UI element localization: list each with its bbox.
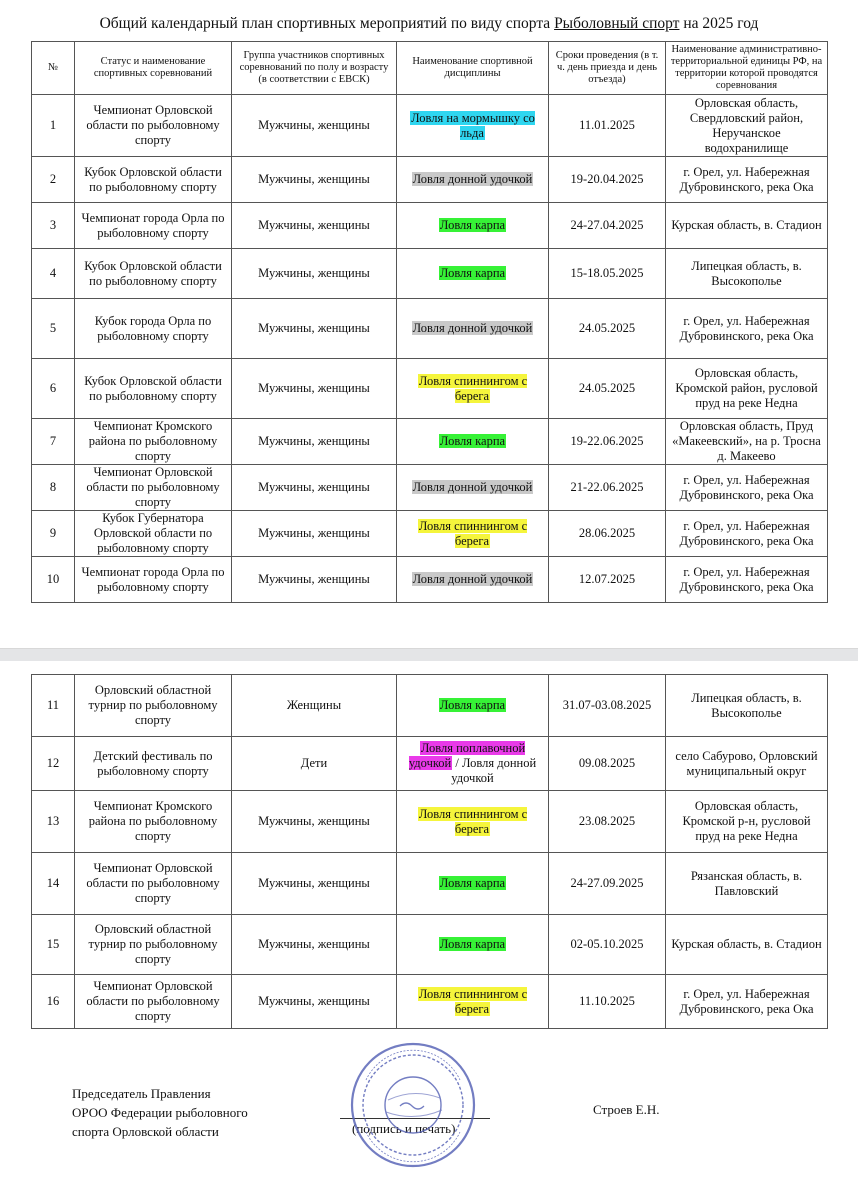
- table-row: [32, 557, 828, 603]
- row-number: 15: [32, 915, 75, 975]
- row-event-name: Чемпионат Кромского района по рыболовному спорту: [75, 419, 232, 465]
- row-location: Курская область, в. Стадион: [666, 203, 828, 249]
- row-dates: 24-27.04.2025: [549, 203, 666, 249]
- row-event-name: Чемпионат города Орла по рыболовному спорту: [75, 557, 232, 603]
- discipline-highlight: Ловля донной удочкой: [412, 172, 533, 186]
- row-participants: Мужчины, женщины: [232, 249, 397, 299]
- row-discipline: [397, 419, 549, 465]
- row-participants: Мужчины, женщины: [232, 419, 397, 465]
- row-location: Орловская область, Кромской район, русловой пруд на реке Недна: [666, 359, 828, 419]
- row-discipline: [397, 791, 549, 853]
- row-participants: Женщины: [232, 675, 397, 737]
- row-dates: 02-05.10.2025: [549, 915, 666, 975]
- position-line-1: Председатель Правления: [72, 1086, 211, 1101]
- row-event-name: Кубок Орловской области по рыболовному спорту: [75, 157, 232, 203]
- row-event-name: Кубок Губернатора Орловской области по рыболовному спорту: [75, 511, 232, 557]
- row-dates: 11.01.2025: [549, 95, 666, 157]
- table-row: [32, 675, 828, 737]
- row-number: 7: [32, 419, 75, 465]
- row-number: 13: [32, 791, 75, 853]
- discipline-highlight: Ловля спиннингом с берега: [418, 518, 528, 548]
- row-dates: 09.08.2025: [549, 737, 666, 791]
- discipline-highlight: Ловля на мормышку со льда: [411, 110, 535, 140]
- discipline-highlight: Ловля спиннингом с берега: [418, 986, 528, 1016]
- header-participants: Группа участников спортивных соревнований по полу и возрасту (в соответствии с ЕВСК): [232, 42, 397, 95]
- row-dates: 11.10.2025: [549, 975, 666, 1029]
- row-number: 11: [32, 675, 75, 737]
- row-location: село Сабурово, Орловский муниципальный округ: [666, 737, 828, 791]
- row-dates: 19-20.04.2025: [549, 157, 666, 203]
- header-number: №: [32, 42, 75, 95]
- row-discipline: [397, 465, 549, 511]
- row-location: г. Орел, ул. Набережная Дубровинского, река Ока: [666, 157, 828, 203]
- events-table-page-1: [31, 41, 828, 603]
- row-event-name: Чемпионат города Орла по рыболовному спорту: [75, 203, 232, 249]
- table-row: [32, 419, 828, 465]
- row-participants: Мужчины, женщины: [232, 915, 397, 975]
- table-row: [32, 95, 828, 157]
- row-number: 16: [32, 975, 75, 1029]
- row-event-name: Чемпионат Орловской области по рыболовному спорту: [75, 853, 232, 915]
- row-discipline: [397, 359, 549, 419]
- row-location: Орловская область, Кромской р-н, русловой пруд на реке Недна: [666, 791, 828, 853]
- discipline-highlight: Ловля карпа: [439, 434, 506, 448]
- title-suffix: на 2025 год: [679, 15, 759, 32]
- row-event-name: Чемпионат Орловской области по рыболовному спорту: [75, 975, 232, 1029]
- row-participants: Мужчины, женщины: [232, 557, 397, 603]
- table-row: [32, 915, 828, 975]
- row-dates: 24.05.2025: [549, 359, 666, 419]
- header-location: Наименование административно-территориальной единицы РФ, на территории которой проводятся соревнования: [666, 42, 828, 95]
- row-dates: 21-22.06.2025: [549, 465, 666, 511]
- row-discipline: [397, 157, 549, 203]
- events-table-page-2: [31, 674, 828, 1029]
- table-row: [32, 203, 828, 249]
- table-row: [32, 737, 828, 791]
- table-row: [32, 249, 828, 299]
- row-discipline: [397, 557, 549, 603]
- discipline-highlight: Ловля донной удочкой: [412, 572, 533, 586]
- position-line-2: ОРОО Федерации рыболовного: [72, 1105, 248, 1120]
- row-location: Рязанская область, в. Павловский: [666, 853, 828, 915]
- row-number: 2: [32, 157, 75, 203]
- table-row: [32, 299, 828, 359]
- table-row: [32, 157, 828, 203]
- row-event-name: Кубок города Орла по рыболовному спорту: [75, 299, 232, 359]
- row-location: Липецкая область, в. Высокополье: [666, 249, 828, 299]
- row-location: г. Орел, ул. Набережная Дубровинского, река Ока: [666, 975, 828, 1029]
- discipline-highlight: Ловля донной удочкой: [412, 480, 533, 494]
- row-number: 12: [32, 737, 75, 791]
- row-discipline: [397, 853, 549, 915]
- row-number: 5: [32, 299, 75, 359]
- row-discipline: [397, 511, 549, 557]
- row-participants: Мужчины, женщины: [232, 95, 397, 157]
- row-participants: Мужчины, женщины: [232, 465, 397, 511]
- row-event-name: Чемпионат Орловской области по рыболовному спорту: [75, 465, 232, 511]
- page-separator: [0, 648, 858, 662]
- row-event-name: Кубок Орловской области по рыболовному спорту: [75, 359, 232, 419]
- table-header-row: [32, 42, 828, 95]
- row-discipline: [397, 975, 549, 1029]
- table-row: [32, 359, 828, 419]
- row-discipline: [397, 299, 549, 359]
- row-discipline: [397, 915, 549, 975]
- row-event-name: Детский фестиваль по рыболовному спорту: [75, 737, 232, 791]
- row-dates: 19-22.06.2025: [549, 419, 666, 465]
- row-participants: Мужчины, женщины: [232, 157, 397, 203]
- discipline-highlight: Ловля донной удочкой: [412, 321, 533, 335]
- row-participants: Дети: [232, 737, 397, 791]
- row-number: 4: [32, 249, 75, 299]
- row-discipline: [397, 203, 549, 249]
- discipline-highlight: Ловля карпа: [439, 937, 506, 951]
- row-discipline: [397, 249, 549, 299]
- row-discipline: [397, 675, 549, 737]
- title-sport: Рыболовный спорт: [554, 15, 680, 32]
- row-number: 9: [32, 511, 75, 557]
- discipline-highlight: Ловля спиннингом с берега: [418, 806, 528, 836]
- table-row: [32, 511, 828, 557]
- row-dates: 12.07.2025: [549, 557, 666, 603]
- row-discipline: [397, 95, 549, 157]
- row-location: Липецкая область, в. Высокополье: [666, 675, 828, 737]
- row-participants: Мужчины, женщины: [232, 853, 397, 915]
- header-status-name: Статус и наименование спортивных соревнований: [75, 42, 232, 95]
- row-participants: Мужчины, женщины: [232, 791, 397, 853]
- row-event-name: Орловский областной турнир по рыболовному спорту: [75, 675, 232, 737]
- row-event-name: Кубок Орловской области по рыболовному спорту: [75, 249, 232, 299]
- row-participants: Мужчины, женщины: [232, 203, 397, 249]
- discipline-highlight: Ловля карпа: [439, 698, 506, 712]
- row-number: 8: [32, 465, 75, 511]
- row-event-name: Чемпионат Кромского района по рыболовному спорту: [75, 791, 232, 853]
- discipline-highlight: Ловля карпа: [439, 876, 506, 890]
- table-row: [32, 465, 828, 511]
- discipline-extra: / Ловля донной удочкой: [451, 756, 537, 785]
- row-dates: 15-18.05.2025: [549, 249, 666, 299]
- title-prefix: Общий календарный план спортивных мероприятий по виду спорта: [99, 15, 555, 32]
- row-participants: Мужчины, женщины: [232, 299, 397, 359]
- row-dates: 28.06.2025: [549, 511, 666, 557]
- row-number: 1: [32, 95, 75, 157]
- row-location: г. Орел, ул. Набережная Дубровинского, река Ока: [666, 299, 828, 359]
- row-dates: 31.07-03.08.2025: [549, 675, 666, 737]
- row-number: 10: [32, 557, 75, 603]
- row-participants: Мужчины, женщины: [232, 359, 397, 419]
- header-dates: Сроки проведения (в т. ч. день приезда и день отъезда): [549, 42, 666, 95]
- organization-stamp: [348, 1040, 478, 1170]
- row-dates: 24.05.2025: [549, 299, 666, 359]
- signature-caption: (подпись и печать): [352, 1121, 456, 1136]
- row-event-name: Чемпионат Орловской области по рыболовному спорту: [75, 95, 232, 157]
- row-location: г. Орел, ул. Набережная Дубровинского, река Ока: [666, 557, 828, 603]
- row-dates: 23.08.2025: [549, 791, 666, 853]
- row-number: 14: [32, 853, 75, 915]
- row-location: Курская область, в. Стадион: [666, 915, 828, 975]
- signatory-name: Строев Е.Н.: [593, 1102, 660, 1117]
- table-row: [32, 975, 828, 1029]
- row-participants: Мужчины, женщины: [232, 511, 397, 557]
- row-number: 3: [32, 203, 75, 249]
- row-location: г. Орел, ул. Набережная Дубровинского, река Ока: [666, 511, 828, 557]
- row-location: Орловская область, Свердловский район, Неручанское водохранилище: [666, 95, 828, 157]
- row-event-name: Орловский областной турнир по рыболовному спорту: [75, 915, 232, 975]
- row-participants: Мужчины, женщины: [232, 975, 397, 1029]
- position-line-3: спорта Орловской области: [72, 1124, 219, 1139]
- table-row: [32, 853, 828, 915]
- discipline-highlight: Ловля карпа: [439, 218, 506, 232]
- row-location: г. Орел, ул. Набережная Дубровинского, река Ока: [666, 465, 828, 511]
- row-discipline: [397, 737, 549, 791]
- row-dates: 24-27.09.2025: [549, 853, 666, 915]
- header-discipline: Наименование спортивной дисциплины: [397, 42, 549, 95]
- discipline-highlight: Ловля поплавочной удочкой: [408, 741, 526, 770]
- row-location: Орловская область, Пруд «Макеевский», на р. Тросна д. Макеево: [666, 419, 828, 465]
- discipline-highlight: Ловля спиннингом с берега: [418, 373, 528, 403]
- signatory-position: [72, 1084, 248, 1141]
- table-row: [32, 791, 828, 853]
- discipline-highlight: Ловля карпа: [439, 266, 506, 280]
- document-title: [0, 14, 858, 34]
- row-number: 6: [32, 359, 75, 419]
